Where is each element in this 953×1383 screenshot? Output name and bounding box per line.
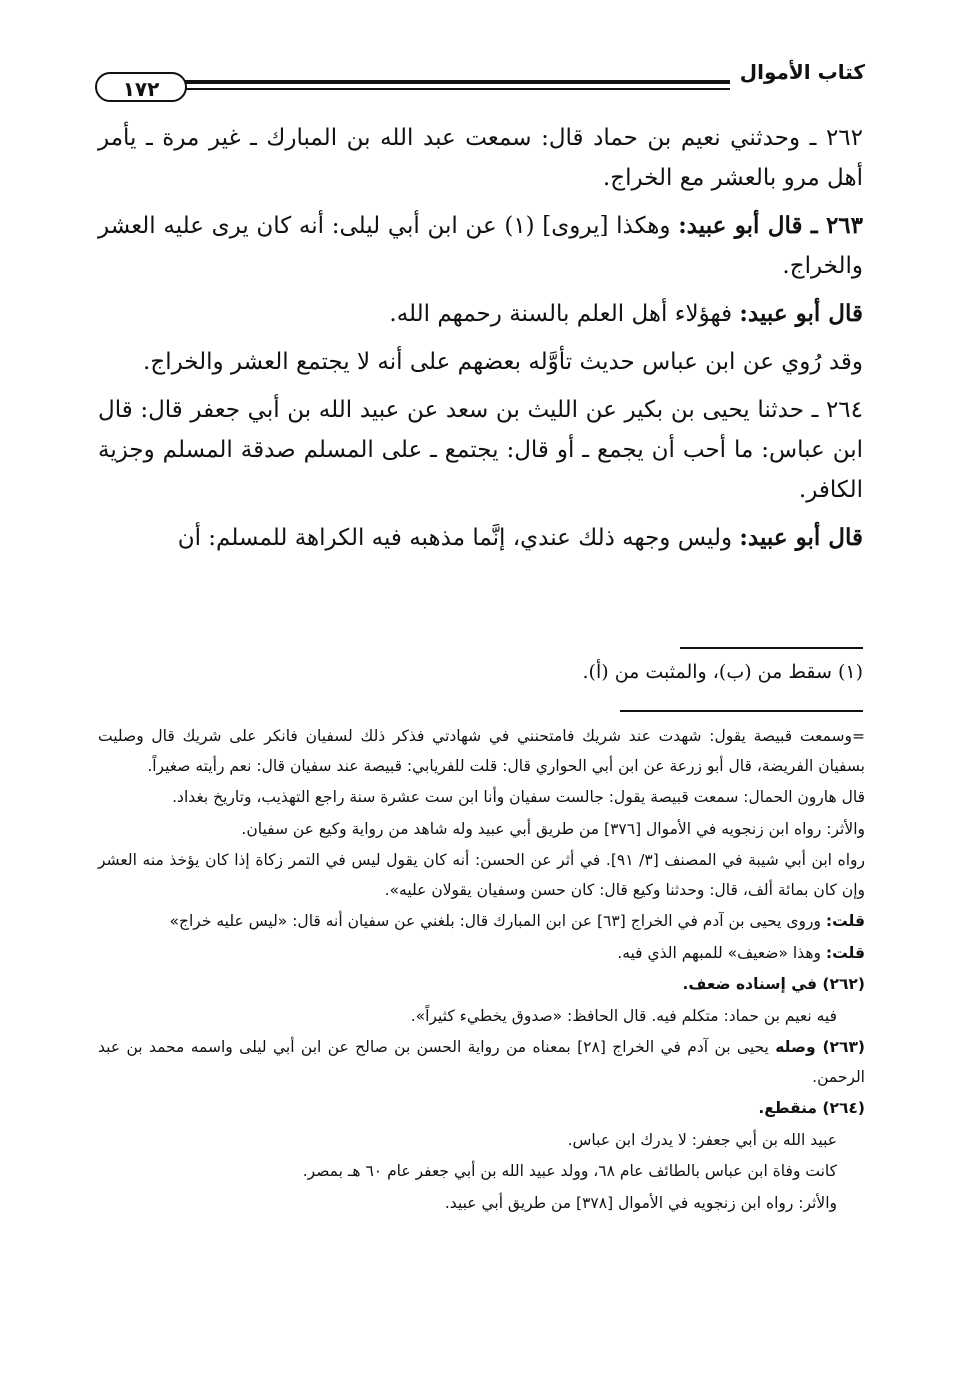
note-line: =وسمعت قبيصة يقول: شهدت عند شريك فامتحنني في شهادتي فذكر ذلك لسفيان فانكر على شريك قال وصليت بسفيان الفريضة، قال أبو زرعة عن ابن أبي الحواري قال: قلت للفريابي: قبيصة عند سفيان قال: نعم رأيته صغيراً. (98, 727, 865, 775)
footnote-separator (680, 647, 863, 649)
note-body: وهذا «ضعيف» للمبهم الذي فيه. (617, 943, 826, 962)
note-lead: (٢٦٣) وصله (775, 1038, 866, 1056)
paragraph-264: ٢٦٤ ـ حدثنا يحيى بن بكير عن الليث بن سعد عن عبيد الله بن أبي جعفر قال: قال ابن عباس: ما أحب أن يجمع ـ أو قال: يجتمع ـ على المسلم صدقة المسلم وجزية الكافر. (98, 397, 863, 503)
paragraph-lead: ٢٦٣ ـ قال أبو عبيد: (678, 212, 863, 239)
paragraph-ibn-abbas: وقد رُوي عن ابن عباس حديث تأوَّله بعضهم على أنه لا يجتمع العشر والخراج. (143, 349, 863, 375)
note-heading (98, 970, 865, 1000)
paragraph-body: وهكذا [يروى] (١) عن ابن أبي ليلى: أنه كان يرى عليه العشر والخراج. (98, 213, 863, 279)
commentary-separator (620, 710, 863, 712)
note-lead: قلت: (825, 912, 865, 930)
paragraph-262: ٢٦٢ ـ وحدثني نعيم بن حماد قال: سمعت عبد الله بن المبارك ـ غير مرة ـ يأمر أهل مرو بالعشر مع الخراج. (98, 125, 863, 191)
paragraph-abu-ubayd (98, 294, 863, 334)
header-rule (185, 88, 213, 90)
main-text (98, 118, 863, 566)
note-body: وروى يحيى بن آدم في الخراج [٦٣] عن ابن المبارك قال: بلغني عن سفيان أنه قال: «ليس عليه خراج» (169, 912, 826, 930)
note-line: والأثر: رواه ابن زنجويه في الأموال [٣٧٦] من طريق أبي عبيد وله شاهد من رواية وكيع عن سفيان. (241, 819, 865, 838)
paragraph-lead: قال أبو عبيد: (739, 300, 863, 327)
running-title: كتاب الأموال (739, 60, 865, 84)
paragraph-263 (98, 206, 863, 286)
paragraph-lead: قال أبو عبيد: (739, 524, 863, 551)
note-line: رواه ابن أبي شيبة في المصنف [٣/ ٩١]. في أثر عن الحسن: أنه كان يقول ليس في التمر زكاة إذا كان يؤخذ منه العشر وإن كان بمائة ألف، قال: وحدثنا وكيع قال: كان حسن وسفيان يقولان عليه». (98, 851, 866, 899)
note-line: قال هارون الحمال: سمعت قبيصة يقول: جالست سفيان وأنا ابن ست عشرة سنة راجع التهذيب، وتاريخ بغداد. (172, 788, 865, 806)
footnote: (١) سقط من (ب)، والمثبت من (أ). (582, 661, 863, 683)
page-header (95, 58, 865, 108)
header-rule (210, 80, 730, 84)
note-line (98, 1033, 865, 1092)
header-rule (210, 88, 730, 90)
paragraph-abu-ubayd-2 (98, 518, 863, 558)
commentary (98, 722, 865, 1220)
note-line: كانت وفاة ابن عباس بالطائف عام ٦٨، وولد عبيد الله بن أبي جعفر عام ٦٠ هـ بمصر. (302, 1162, 837, 1180)
note-line: فيه نعيم بن حماد: متكلم فيه. قال الحافظ: «صدوق يخطيء كثيراً». (410, 1006, 837, 1025)
note-line: عبيد الله بن أبي جعفر: لا يدرك ابن عباس. (567, 1130, 837, 1149)
note-lead: قلت: (825, 943, 865, 962)
note-lead: (٢٦٢) في إسناده ضعف. (682, 975, 865, 993)
note-line: والأثر: رواه ابن زنجويه في الأموال [٣٧٨] من طريق أبي عبيد. (444, 1193, 837, 1212)
note-line (98, 939, 865, 969)
header-rule (185, 80, 213, 84)
note-lead: (٢٦٤) منقطع. (758, 1099, 865, 1117)
paragraph-body: وليس وجهه ذلك عندي، إنَّما مذهبه فيه الكراهة للمسلم: أن (177, 525, 740, 551)
page-number: ١٧٢ (95, 72, 187, 102)
note-heading (98, 1094, 865, 1124)
paragraph-body: فهؤلاء أهل العلم بالسنة رحمهم الله. (389, 301, 740, 327)
note-line (98, 907, 865, 937)
note-body: يحيى بن آدم في الخراج [٢٨] بمعناه من رواية الحسن بن صالح عن ابن أبي ليلى واسمه محمد بن عبد الرحمن. (98, 1038, 865, 1086)
